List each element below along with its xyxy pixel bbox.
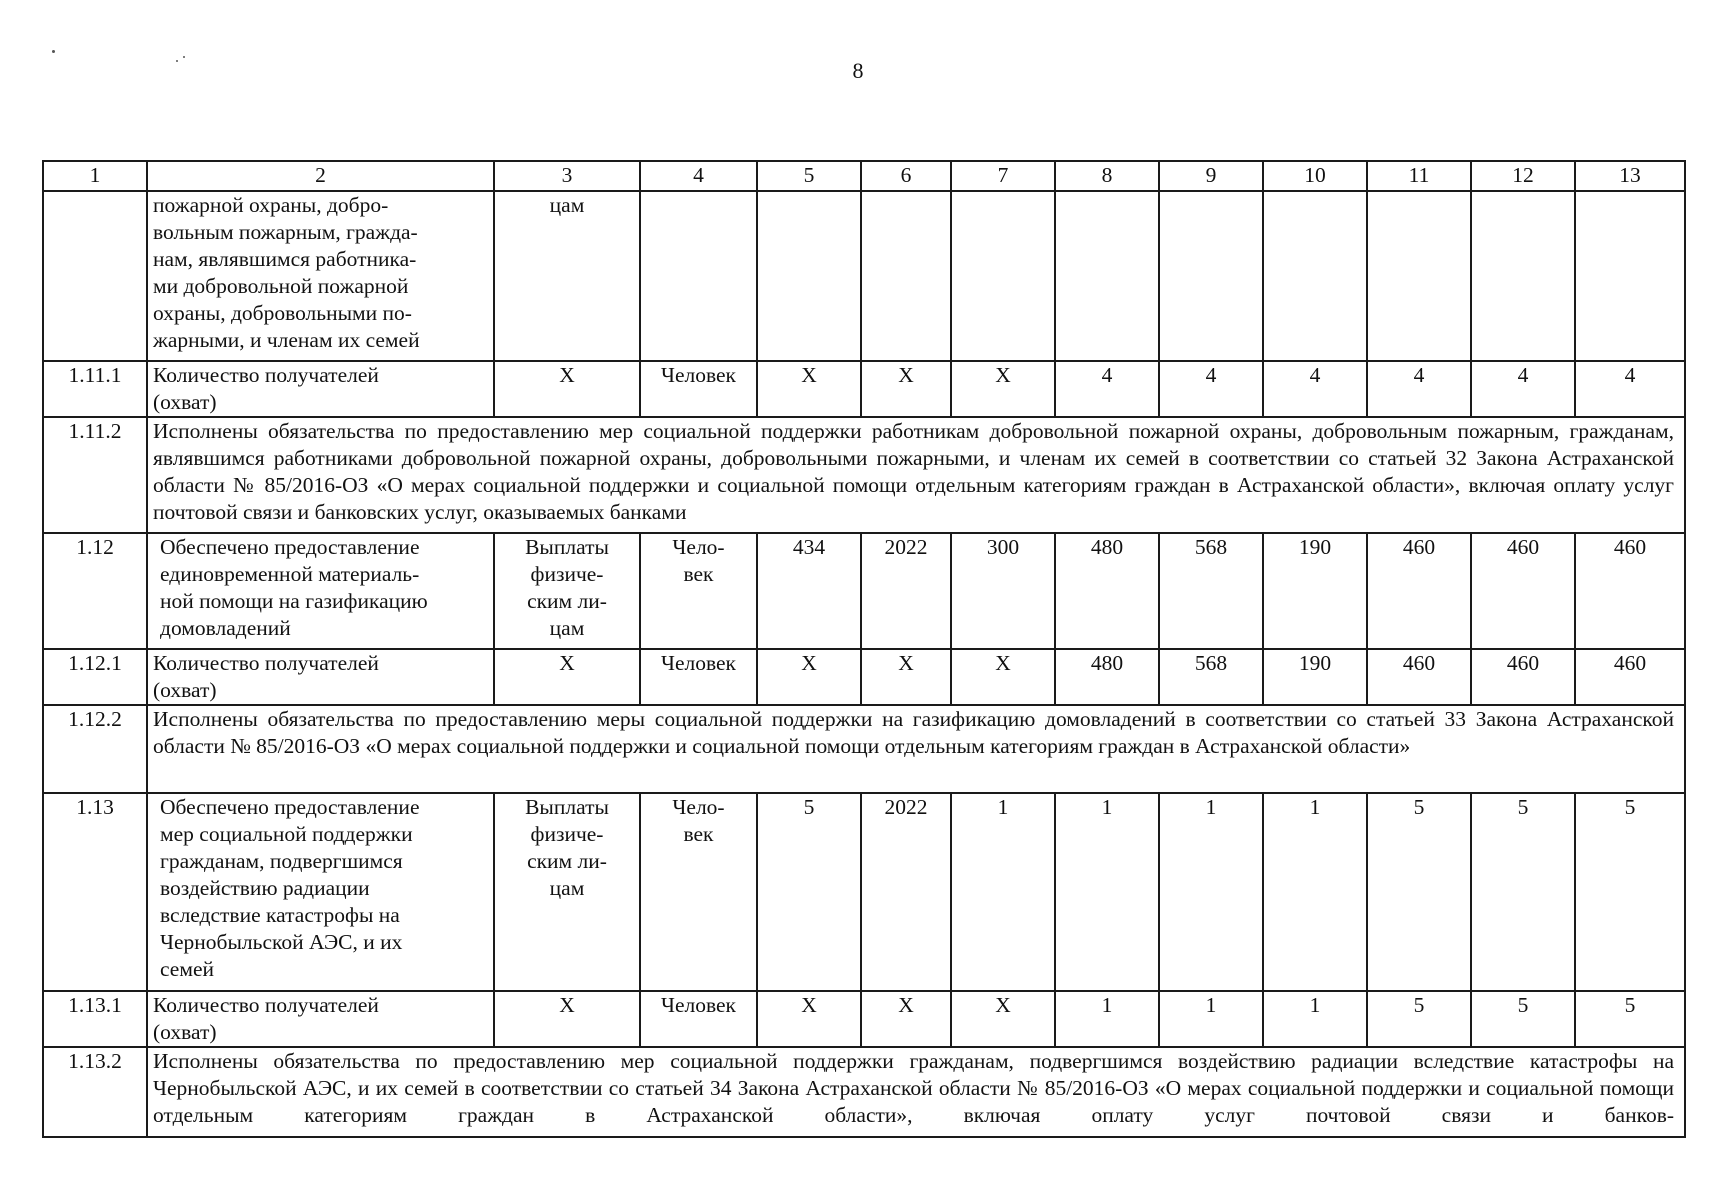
row-number: 1.12.1 (43, 649, 147, 705)
row-number: 1.12.2 (43, 705, 147, 793)
value-cell: 434 (757, 533, 861, 649)
value-cell: 4 (1055, 361, 1159, 417)
value-cell: 5 (1367, 991, 1471, 1047)
value-cell: 5 (1367, 793, 1471, 991)
value-cell: 460 (1471, 533, 1575, 649)
value-cell (861, 191, 951, 361)
value-cell: 460 (1575, 649, 1685, 705)
row-number: 1.12 (43, 533, 147, 649)
value-cell: Х (757, 361, 861, 417)
value-cell: 2022 (861, 533, 951, 649)
value-cell (757, 191, 861, 361)
header-cell: 4 (640, 161, 757, 191)
value-cell: 1 (1055, 991, 1159, 1047)
value-cell: 5 (1575, 793, 1685, 991)
value-cell (951, 191, 1055, 361)
table-row (43, 361, 1685, 417)
type-cell: Х (494, 361, 640, 417)
type-cell: Выплаты физиче- ским ли- цам (494, 533, 640, 649)
table-row (43, 793, 1685, 991)
unit-cell: Человек (640, 991, 757, 1047)
value-cell: Х (951, 361, 1055, 417)
row-number: 1.11.1 (43, 361, 147, 417)
value-cell (1471, 191, 1575, 361)
value-cell: 4 (1263, 361, 1367, 417)
table-row (43, 1047, 1685, 1137)
value-cell (1263, 191, 1367, 361)
value-cell: 4 (1367, 361, 1471, 417)
header-cell: 12 (1471, 161, 1575, 191)
indicator-name-cell: пожарной охраны, добро- вольным пожарным, гражда- нам, являвшимся работника- ми добровольной пожарной охраны, добровольными по- жарными, и членам их семей (147, 191, 494, 361)
header-cell: 6 (861, 161, 951, 191)
description-cell: Исполнены обязательства по предоставлению меры социальной поддержки на газификацию домовладений в соответствии со статьей 33 Закона Астраханской области № 85/2016-ОЗ «О мерах социальной поддержки и социальной помощи отдельным категориям граждан в Астраханской области» (147, 705, 1685, 793)
table-header-row (43, 161, 1685, 191)
value-cell: 1 (1159, 793, 1263, 991)
value-cell: Х (757, 649, 861, 705)
table-row (43, 191, 1685, 361)
value-cell: Х (861, 361, 951, 417)
value-cell: Х (861, 991, 951, 1047)
value-cell: 2022 (861, 793, 951, 991)
row-number (43, 191, 147, 361)
table-row (43, 417, 1685, 533)
value-cell: 1 (1055, 793, 1159, 991)
unit-cell: Человек (640, 361, 757, 417)
indicator-name-cell: Количество получателей (охват) (147, 991, 494, 1047)
value-cell: 1 (1263, 793, 1367, 991)
value-cell: 1 (951, 793, 1055, 991)
indicator-name-cell: Обеспечено предоставление единовременной материаль- ной помощи на газификацию домовладений (147, 533, 494, 649)
value-cell: Х (951, 991, 1055, 1047)
value-cell: 1 (1263, 991, 1367, 1047)
indicator-name-cell: Количество получателей (охват) (147, 361, 494, 417)
row-number: 1.11.2 (43, 417, 147, 533)
header-cell: 13 (1575, 161, 1685, 191)
unit-cell: Чело- век (640, 793, 757, 991)
value-cell: 460 (1367, 533, 1471, 649)
value-cell: Х (951, 649, 1055, 705)
value-cell: 568 (1159, 533, 1263, 649)
header-cell: 9 (1159, 161, 1263, 191)
description-cell: Исполнены обязательства по предоставлению мер социальной поддержки работникам добровольной пожарной охраны, добровольным пожарным, гражданам, являвшимся работниками добровольной пожарной охраны, добровольными пожарными, и членам их семей в соответствии со статьей 32 Закона Астраханской области № 85/2016-ОЗ «О мерах социальной поддержки и социальной помощи отдельным категориям граждан в Астраханской области», включая оплату услуг почтовой связи и банковских услуг, оказываемых банками (147, 417, 1685, 533)
unit-cell (640, 191, 757, 361)
value-cell (1367, 191, 1471, 361)
value-cell: 5 (1471, 793, 1575, 991)
indicator-name-cell: Количество получателей (охват) (147, 649, 494, 705)
value-cell: 480 (1055, 649, 1159, 705)
value-cell: 460 (1575, 533, 1685, 649)
description-cell: Исполнены обязательства по предоставлению мер социальной поддержки гражданам, подвергшимся воздействию радиации вследствие катастрофы на Чернобыльской АЭС, и их семей в соответствии со статьей 34 Закона Астраханской области № 85/2016-ОЗ «О мерах социальной поддержки и социальной помощи отдельным категориям граждан в Астраханской области», включая оплату услуг почтовой связи и банков- (147, 1047, 1685, 1137)
value-cell: 4 (1159, 361, 1263, 417)
value-cell (1159, 191, 1263, 361)
value-cell: Х (861, 649, 951, 705)
data-table (42, 160, 1686, 1138)
value-cell: 190 (1263, 533, 1367, 649)
header-cell: 1 (43, 161, 147, 191)
value-cell (1575, 191, 1685, 361)
value-cell: 190 (1263, 649, 1367, 705)
value-cell: 5 (757, 793, 861, 991)
type-cell: Х (494, 991, 640, 1047)
table-row (43, 533, 1685, 649)
header-cell: 11 (1367, 161, 1471, 191)
type-cell: Х (494, 649, 640, 705)
type-cell: Выплаты физиче- ским ли- цам (494, 793, 640, 991)
table-row (43, 991, 1685, 1047)
unit-cell: Чело- век (640, 533, 757, 649)
value-cell: 480 (1055, 533, 1159, 649)
value-cell: 5 (1471, 991, 1575, 1047)
row-number: 1.13.1 (43, 991, 147, 1047)
value-cell: 5 (1575, 991, 1685, 1047)
table-row (43, 705, 1685, 793)
value-cell: 460 (1367, 649, 1471, 705)
table-row (43, 649, 1685, 705)
value-cell: 460 (1471, 649, 1575, 705)
header-cell: 3 (494, 161, 640, 191)
row-number: 1.13.2 (43, 1047, 147, 1137)
header-cell: 10 (1263, 161, 1367, 191)
unit-cell: Человек (640, 649, 757, 705)
value-cell: 4 (1471, 361, 1575, 417)
header-cell: 7 (951, 161, 1055, 191)
value-cell: 4 (1575, 361, 1685, 417)
value-cell: 568 (1159, 649, 1263, 705)
header-cell: 2 (147, 161, 494, 191)
value-cell (1055, 191, 1159, 361)
header-cell: 5 (757, 161, 861, 191)
value-cell: 300 (951, 533, 1055, 649)
page-number: 8 (852, 58, 864, 83)
value-cell: Х (757, 991, 861, 1047)
scan-speck (52, 50, 55, 53)
row-number: 1.13 (43, 793, 147, 991)
value-cell: 1 (1159, 991, 1263, 1047)
indicator-name-cell: Обеспечено предоставление мер социальной поддержки гражданам, подвергшимся воздействию радиации вследствие катастрофы на Чернобыльской АЭС, и их семей (147, 793, 494, 991)
header-cell: 8 (1055, 161, 1159, 191)
type-cell: цам (494, 191, 640, 361)
